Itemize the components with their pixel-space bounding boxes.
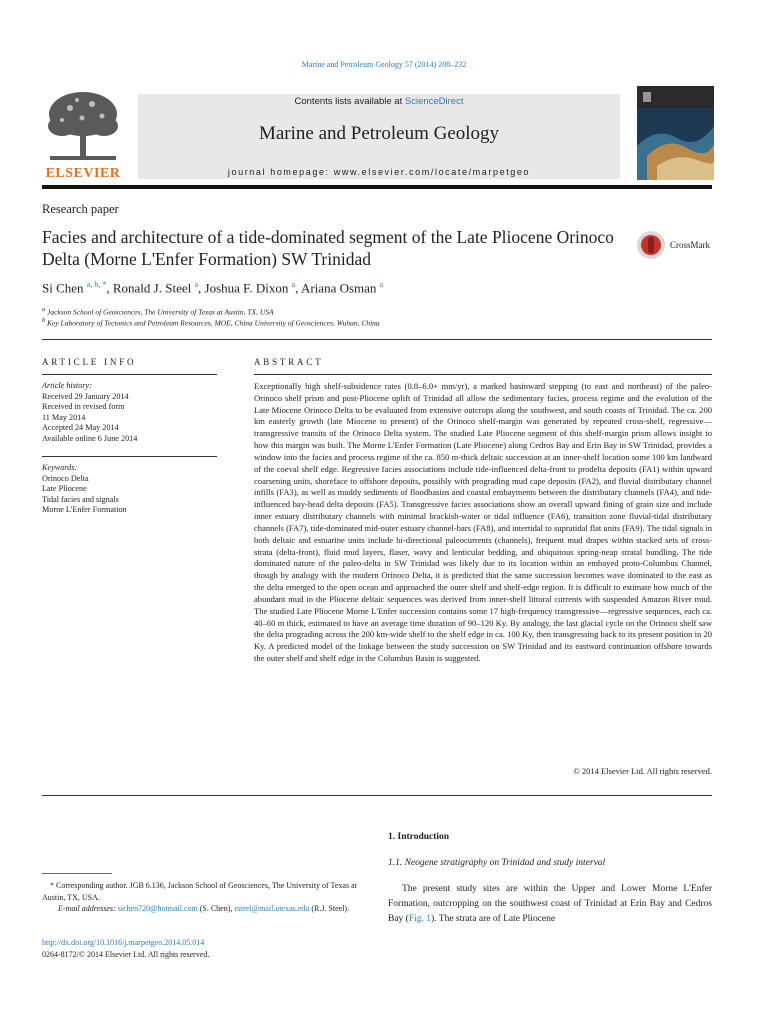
intro-paragraph <box>388 882 712 927</box>
journal-citation[interactable]: Marine and Petroleum Geology 57 (2014) 208–232 <box>301 60 467 69</box>
history-entry: Received 29 January 2014 <box>42 391 129 401</box>
history-entry: Received in revised form <box>42 402 125 412</box>
email-owner: (S. Chen), <box>199 904 233 913</box>
journal-cover-image <box>637 86 714 180</box>
history-entry: Available online 6 June 2014 <box>42 433 138 443</box>
author-affiliation-mark[interactable]: a <box>194 280 199 289</box>
keyword: Tidal facies and signals <box>42 494 119 504</box>
affiliation-text: Key Laboratory of Tectonics and Petroleum Resources, MOE, China University of Geosciences, Wuhan, China <box>47 318 380 328</box>
contents-line <box>138 96 620 107</box>
journal-homepage[interactable]: journal homepage: www.elsevier.com/locate/marpetgeo <box>227 167 531 177</box>
copyright-notice: © 2014 Elsevier Ltd. All rights reserved. <box>573 766 712 776</box>
author-name: Ariana Osman <box>300 280 377 296</box>
affiliation <box>42 317 380 328</box>
author-affiliation-mark[interactable]: a <box>291 280 296 289</box>
intro-text-start: The present study sites are within the Upper and Lower Morne L'Enfer Formation, outcropping on the southwest coast of Trinidad at Erin Bay and Cedros Bay ( <box>388 884 712 924</box>
author-affiliation-mark[interactable]: a, b, * <box>86 280 107 289</box>
history-entry: Accepted 24 May 2014 <box>42 423 119 433</box>
crossmark-badge[interactable] <box>636 230 710 260</box>
abstract-rule <box>254 374 712 375</box>
elsevier-wordmark: ELSEVIER <box>45 166 121 181</box>
email-link[interactable]: rsteel@mail.utexas.edu <box>234 904 310 913</box>
email-label: E-mail addresses: <box>58 904 116 913</box>
section-divider <box>42 339 712 340</box>
article-history-label: Article history: <box>42 381 92 390</box>
crossmark-label: CrossMark <box>670 240 710 250</box>
keyword: Morne L'Enfer Formation <box>42 505 127 515</box>
author-affiliation-mark[interactable]: a <box>379 280 384 289</box>
keywords-label: Keywords: <box>42 463 78 472</box>
elsevier-tree-logo <box>42 90 124 169</box>
article-info-heading: ARTICLE INFO <box>42 357 137 367</box>
email-owner: (R.J. Steel). <box>311 904 350 913</box>
article-info-rule <box>42 456 217 457</box>
affiliation <box>42 306 274 317</box>
doi-block <box>42 937 209 960</box>
section-divider <box>42 795 712 796</box>
abstract-text: Exceptionally high shelf-subsidence rates (0.8–6.0+ mm/yr), a marked basinward stepping (to east and northeast) of the paleo-Orinoco shelf prism and post-Pliocene uplift of Trinidad all allow the sedimentary facies, process regime and the evolution of the Late Miocene Orinoco Delta to be evaluated from extensive outcrops along the southwest, and south coasts of Trinidad. The ca. 200 km easterly growth (late Miocene to present) of the Orinoco shelf-margin was generated by repeated cross-shelf, regressive—transgressive transits of the Orinoco Delta system. The studied Late Pliocene segment of this shelf-margin prism allows insight to how this margin was built. The Morne L'Enfer Formation (Late Pliocene) along Cedros Bay and Erin Bay in SW Trinidad, provides a window into the facies and process regime of the ca. 850 m-thick deltaic succession at an inner-shelf location some 100 km landward of the coeval shelf edge. Regressive facies associations include tide-influenced delta-front to prodelta deposits (FA1) within upward coarsening units, shoreface to offshore deposits, possibly with prograding mud cape deposits (FA2), and fluvial distributary channel infills (FA3), as well as muddy sediments of floodbasins and coastal embayments between the distributary channels (FA4), and tide-influenced bay-head delta deposits (FA5). Transgressive facies associations show an overall upward fining of grain size and include inner estuary distributary channels with minimal brackish-water or tidal influence (FA6), transition zone fluvial-tidal distributary channels (FA7), tide-dominated mid-outer estuary channel-bars (FA8), and intertidal to supratidal flat units (FA9). The tidal signals in both deltaic and estuarine units include bi-directional paleocurrents (channels), frequent mud drapes within stacked sets of cross-strata (delta-front), fluid mud layers, flaser, wavy and lenticular bedding, and ubiquitous spring-neap stratal bundling. The tide dominated nature of the paleo-delta in SW Trinidad was likely due to its location within an embayed proto-Columbus Channel, though by analogy with the modern Orinoco Delta, it is predicted that the same succession becomes wave dominated to the east as the delta emerged to the open ocean and approached the outer shelf and shelf-edge region. It is difficult to estimate how much of the abundant mud in the Pliocene deltaic sequences was derived from inner-shelf littoral currents with suspended Amazon River mud. The studied Late Pliocene Morne L'Enfer succession contains some 17 high-frequency transgressive—regressive sequences, each ca. 40–60 m thick, estimated to have an average time duration of 90–120 Ky. By analogy, the last glacial cycle on the Orinoco shelf saw the delta prograding across the 200 km-wide shelf to the shelf edge in ca. 100 Ky, then transgressing back to its present position in 20 Ky. A predicted model of the linkage between the study succession on SW Trinidad and its eastward continuation offshore towards the outer shelf and shelf edge in the Columbus Basin is suggested. <box>254 381 712 664</box>
corresponding-footnote <box>42 880 366 915</box>
intro-subheading: 1.1. Neogene stratigraphy on Trinidad and study interval <box>388 858 606 868</box>
author-list: Si Chen $^{a, b, *}$, Ronald J. Steel $^a$, Joshua F. Dixon $^a$, Ariana Osman $^a$ <box>42 280 384 296</box>
email-link[interactable]: sichen720@hotmail.com <box>117 904 198 913</box>
contents-prefix: Contents lists available at <box>294 96 403 107</box>
affiliation-mark: b <box>42 317 46 324</box>
footnote-rule <box>42 873 112 874</box>
journal-title: Marine and Petroleum Geology <box>258 123 500 144</box>
paper-title: Facies and architecture of a tide-dominated segment of the Late Pliocene Orinoco Delta (Morne L'Enfer Formation) SW Trinidad <box>42 227 614 269</box>
author-name: Joshua F. Dixon <box>204 280 289 296</box>
sciencedirect-link[interactable]: ScienceDirect <box>404 96 464 107</box>
keyword: Late Pliocene <box>42 484 87 494</box>
article-history <box>42 381 217 445</box>
abstract-heading: ABSTRACT <box>254 357 324 367</box>
intro-heading: 1. Introduction <box>388 832 450 842</box>
author-name: Si Chen <box>42 280 84 296</box>
footnote-mark: * <box>50 881 54 890</box>
keywords <box>42 463 217 516</box>
crossmark-icon <box>636 230 666 260</box>
corresponding-author-text: Corresponding author. JGB 6.136, Jackson School of Geosciences, The University of Texas at Austin, TX, USA. <box>42 881 357 902</box>
keyword: Orinoco Delta <box>42 473 89 483</box>
header-rule <box>42 185 712 189</box>
figure-link[interactable]: Fig. 1 <box>408 914 432 924</box>
history-entry: 11 May 2014 <box>42 412 86 422</box>
doi-link[interactable]: http://dx.doi.org/10.1016/j.marpetgeo.2014.05.014 <box>42 938 205 947</box>
author-name: Ronald J. Steel <box>112 280 192 296</box>
article-type: Research paper <box>42 202 119 216</box>
article-info-rule <box>42 374 217 375</box>
affiliation-mark: a <box>42 306 46 313</box>
intro-text-end: ). The strata are of Late Pliocene <box>431 914 556 924</box>
affiliation-text: Jackson School of Geosciences, The University of Texas at Austin, TX, USA <box>47 307 274 317</box>
issn-line: 0264-8172/© 2014 Elsevier Ltd. All rights reserved. <box>42 949 210 959</box>
